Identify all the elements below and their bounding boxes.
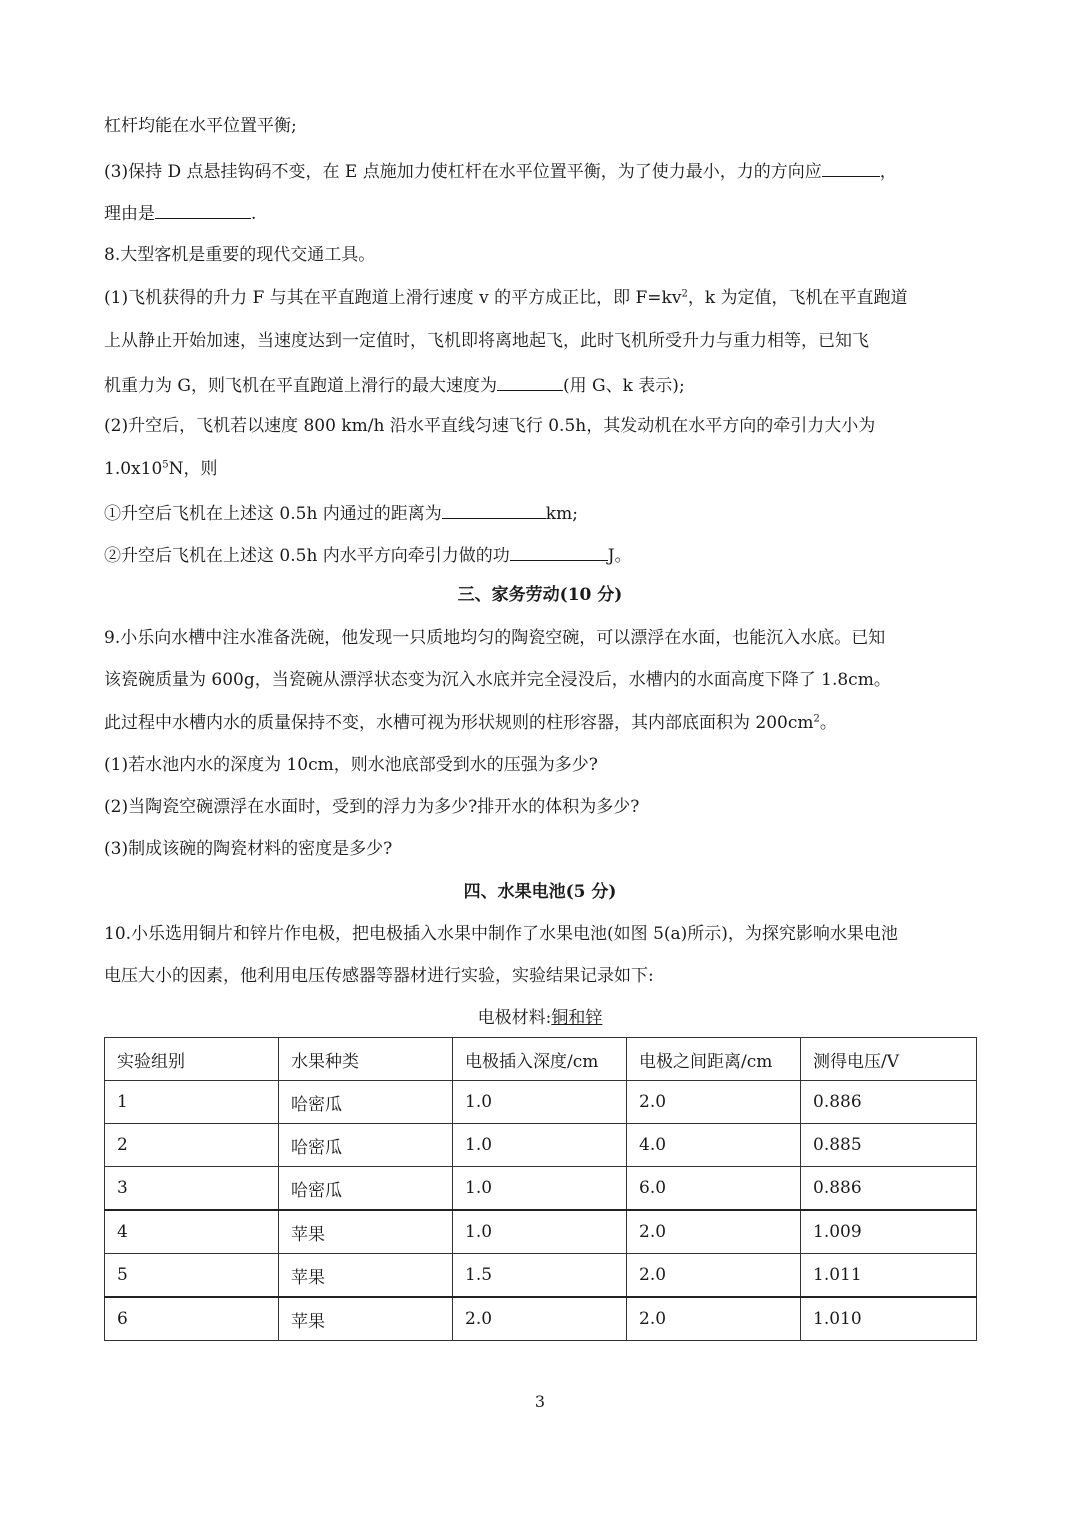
table-cell: 苹果 — [279, 1210, 453, 1254]
q8-part2-line2: $1.0x10^5N$，则 — [104, 459, 218, 479]
table-cell: 2.0 — [627, 1210, 801, 1254]
q9-part3: (3)制成该碗的陶瓷材料的密度是多少? — [104, 839, 393, 859]
table-cell: 2.0 — [627, 1081, 801, 1124]
table-cell: 6.0 — [627, 1167, 801, 1211]
table-row — [105, 1297, 977, 1341]
table-cell: 哈密瓜 — [279, 1167, 453, 1211]
q9-line3: 此过程中水槽内水的质量保持不变，水槽可视为形状规则的柱形容器，其内部底面积为 $200cm^2$。 — [104, 713, 837, 733]
q8-part1-line2: 上从静止开始加速，当速度达到一定值时，飞机即将离地起飞，此时飞机所受升力与重力相等，已知飞 — [104, 331, 869, 351]
table-header-cell: 实验组别 — [105, 1038, 279, 1081]
q9-part2: (2)当陶瓷空碗漂浮在水面时，受到的浮力为多少?排开水的体积为多少? — [104, 797, 640, 817]
table-cell: 3 — [105, 1167, 279, 1211]
table-cell: 1.0 — [453, 1167, 627, 1211]
table-header-cell: 测得电压/V — [801, 1038, 977, 1081]
table-cell: 2.0 — [627, 1297, 801, 1341]
q9-line2: 该瓷碗质量为 600g，当瓷碗从漂浮状态变为沉入水底并完全浸没后，水槽内的水面高度下降了 1.8cm。 — [104, 670, 891, 690]
table-cell: 1.0 — [453, 1124, 627, 1167]
table-cell: 1.010 — [801, 1297, 977, 1341]
q8-part1-line1: (1)飞机获得的升力 F 与其在平直跑道上滑行速度 v 的平方成正比，即 $F=kv^2$，k 为定值，飞机在平直跑道 — [104, 288, 908, 308]
table-row — [105, 1124, 977, 1167]
table-cell: 1.0 — [453, 1081, 627, 1124]
q8-sub1: ①升空后飞机在上述这 0.5h 内通过的距离为 km; — [104, 500, 578, 526]
table-row — [105, 1167, 977, 1211]
table-cell: 1.009 — [801, 1210, 977, 1254]
table-header-row — [105, 1038, 977, 1081]
q8-part2-line1: (2)升空后，飞机若以速度 800 km/h 沿水平直线匀速飞行 0.5h，其发动机在水平方向的牵引力大小为 — [104, 416, 876, 436]
answer-blank — [442, 500, 546, 519]
table-cell: 0.885 — [801, 1124, 977, 1167]
table-cell: 4 — [105, 1210, 279, 1254]
q9-line1: 9.小乐向水槽中注水准备洗碗，他发现一只质地均匀的陶瓷空碗，可以漂浮在水面，也能沉入水底。已知 — [104, 628, 886, 648]
answer-blank — [497, 372, 563, 391]
results-table — [104, 1037, 977, 1341]
table-cell: 苹果 — [279, 1297, 453, 1341]
table-cell: 2 — [105, 1124, 279, 1167]
q8-part1-line3: 机重力为 G，则飞机在平直跑道上滑行的最大速度为 (用 G、k 表示); — [104, 372, 685, 398]
table-cell: 6 — [105, 1297, 279, 1341]
table-row — [105, 1081, 977, 1124]
answer-blank — [510, 542, 608, 561]
table-cell: 0.886 — [801, 1081, 977, 1124]
table-cell: 2.0 — [627, 1254, 801, 1298]
table-row — [105, 1254, 977, 1298]
answer-blank — [822, 158, 880, 177]
table-cell: 0.886 — [801, 1167, 977, 1211]
table-cell: 哈密瓜 — [279, 1081, 453, 1124]
table-cell: 1.0 — [453, 1210, 627, 1254]
q10-line1: 10.小乐选用铜片和锌片作电极，把电极插入水果中制作了水果电池(如图 5(a)所示)，为探究影响水果电池 — [104, 924, 898, 944]
page-number: 3 — [534, 1392, 546, 1411]
table-header-cell: 水果种类 — [279, 1038, 453, 1081]
table-cell: 5 — [105, 1254, 279, 1298]
q10-line2: 电压大小的因素，他利用电压传感器等器材进行实验，实验结果记录如下: — [104, 966, 654, 986]
table-cell: 哈密瓜 — [279, 1124, 453, 1167]
table-header-cell: 电极插入深度/cm — [453, 1038, 627, 1081]
q7-part3: (3)保持 D 点悬挂钩码不变，在 E 点施加力使杠杆在水平位置平衡，为了使力最小，力的方向应 ， — [104, 158, 897, 184]
table-caption: 电极材料:铜和锌 — [477, 1008, 603, 1028]
answer-blank — [155, 200, 251, 219]
q7-continuation: 杠杆均能在水平位置平衡; — [104, 116, 297, 136]
table-cell: 苹果 — [279, 1254, 453, 1298]
table-row — [105, 1210, 977, 1254]
q8-title: 8.大型客机是重要的现代交通工具。 — [104, 245, 376, 265]
q7-part3-reason: 理由是 . — [104, 200, 256, 226]
table-cell: 1.5 — [453, 1254, 627, 1298]
section3-title: 三、家务劳动(10 分) — [457, 585, 623, 605]
table-cell: 2.0 — [453, 1297, 627, 1341]
q9-part1: (1)若水池内水的深度为 10cm，则水池底部受到水的压强为多少? — [104, 755, 598, 775]
table-cell: 4.0 — [627, 1124, 801, 1167]
table-cell: 1.011 — [801, 1254, 977, 1298]
table-cell: 1 — [105, 1081, 279, 1124]
section4-title: 四、水果电池(5 分) — [463, 882, 617, 902]
table-header-cell: 电极之间距离/cm — [627, 1038, 801, 1081]
q8-sub2: ②升空后飞机在上述这 0.5h 内水平方向牵引力做的功 J。 — [104, 542, 632, 568]
